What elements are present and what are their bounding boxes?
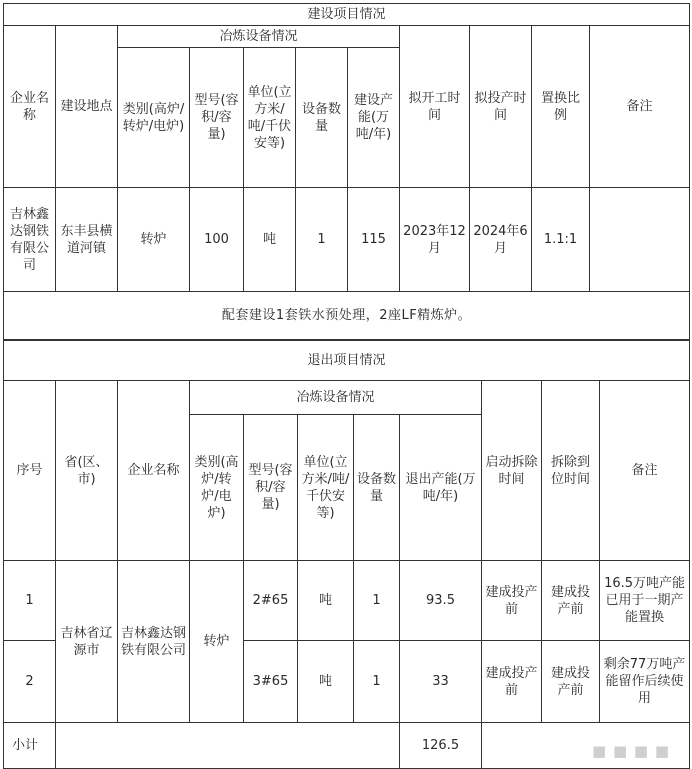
watermark: ■ ■ ■ ■ [592, 742, 670, 760]
exit-header-count: 设备数量 [354, 415, 400, 561]
exit-row-unit: 吨 [298, 561, 354, 641]
exit-row-unit: 吨 [298, 641, 354, 723]
exit-header-dismantle-done: 拆除到位时间 [542, 381, 600, 561]
exit-row-no: 2 [4, 641, 56, 723]
exit-row-dismantle-done: 建成投产前 [542, 561, 600, 641]
exit-row-count: 1 [354, 561, 400, 641]
exit-row-count: 1 [354, 641, 400, 723]
build-header-location: 建设地点 [56, 26, 118, 188]
build-model: 100 [190, 188, 244, 292]
exit-row-model: 2#65 [244, 561, 298, 641]
build-company: 吉林鑫达钢铁有限公司 [4, 188, 56, 292]
build-header-company: 企业名称 [4, 26, 56, 188]
build-ratio: 1.1:1 [532, 188, 590, 292]
build-section-title: 建设项目情况 [4, 4, 690, 26]
build-header-count: 设备数量 [296, 48, 348, 188]
exit-row-remark: 16.5万吨产能已用于一期产能置换 [600, 561, 690, 641]
build-header-type: 类别(高炉/转炉/电炉) [118, 48, 190, 188]
build-location: 东丰县横道河镇 [56, 188, 118, 292]
build-start: 2023年12月 [400, 188, 470, 292]
exit-type: 转炉 [190, 561, 244, 723]
exit-row-remark: 剩余77万吨产能留作后续使用 [600, 641, 690, 723]
exit-company: 吉林鑫达钢铁有限公司 [118, 561, 190, 723]
exit-header-company: 企业名称 [118, 381, 190, 561]
exit-row-capacity: 93.5 [400, 561, 482, 641]
build-header-remark: 备注 [590, 26, 690, 188]
build-type: 转炉 [118, 188, 190, 292]
exit-row-dismantle-done: 建成投产前 [542, 641, 600, 723]
exit-header-capacity: 退出产能(万吨/年) [400, 415, 482, 561]
build-note: 配套建设1套铁水预处理，2座LF精炼炉。 [4, 292, 690, 340]
build-header-start: 拟开工时间 [400, 26, 470, 188]
subtotal-blank [56, 723, 400, 769]
exit-header-province: 省(区、市) [56, 381, 118, 561]
exit-section-title: 退出项目情况 [4, 341, 690, 381]
exit-row-dismantle-start: 建成投产前 [482, 641, 542, 723]
exit-province: 吉林省辽源市 [56, 561, 118, 723]
exit-header-remark: 备注 [600, 381, 690, 561]
table-row [4, 561, 690, 641]
table-row [4, 188, 690, 292]
exit-header-no: 序号 [4, 381, 56, 561]
build-header-ratio: 置换比例 [532, 26, 590, 188]
exit-row-model: 3#65 [244, 641, 298, 723]
exit-row-no: 1 [4, 561, 56, 641]
build-project-table [3, 3, 690, 340]
exit-project-table [3, 340, 690, 769]
build-production: 2024年6月 [470, 188, 532, 292]
exit-header-equipment-group: 冶炼设备情况 [190, 381, 482, 415]
exit-row-dismantle-start: 建成投产前 [482, 561, 542, 641]
build-unit: 吨 [244, 188, 296, 292]
subtotal-row [4, 723, 690, 769]
exit-header-dismantle-start: 启动拆除时间 [482, 381, 542, 561]
exit-header-type: 类别(高炉/转炉/电炉) [190, 415, 244, 561]
exit-header-model: 型号(容积/容量) [244, 415, 298, 561]
build-count: 1 [296, 188, 348, 292]
build-capacity: 115 [348, 188, 400, 292]
subtotal-label: 小计 [4, 723, 56, 769]
build-header-equipment-group: 冶炼设备情况 [118, 26, 400, 48]
subtotal-value: 126.5 [400, 723, 482, 769]
exit-row-capacity: 33 [400, 641, 482, 723]
build-header-production: 拟投产时间 [470, 26, 532, 188]
build-remark [590, 188, 690, 292]
exit-header-unit: 单位(立方米/吨/千伏安等) [298, 415, 354, 561]
build-header-capacity: 建设产能(万吨/年) [348, 48, 400, 188]
build-header-unit: 单位(立方米/吨/千伏安等) [244, 48, 296, 188]
build-header-model: 型号(容积/容量) [190, 48, 244, 188]
